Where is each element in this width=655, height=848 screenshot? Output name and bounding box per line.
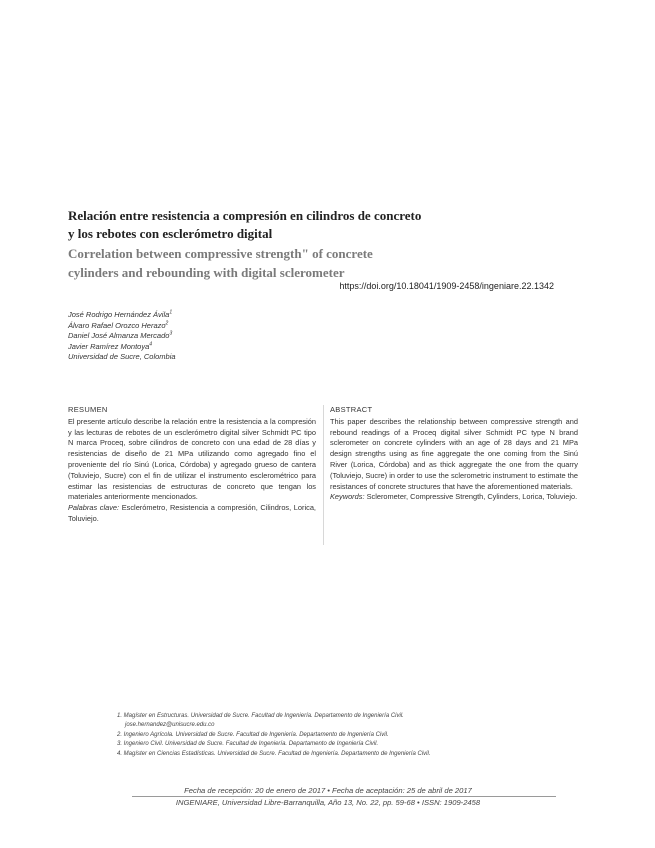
footnote-3: 3. Ingeniero Civil. Universidad de Sucre. Facultad de Ingeniería. Departamento de Ingeniería Civil.	[117, 741, 379, 748]
resumen-body: El presente artículo describe la relación entre la resistencia a la compresión y las lecturas de rebotes de un esclerómetro digital silver Schmidt PC tipo N marca Proceq, sobre cilindros de concreto con una edad de 28 días y resistencias de diseño de 21 MPa utilizando como agregado fino el proveniente del río Sinú (Lorica, Córdoba) y agregado grueso de cantera (Toluviejo, Sucre) con el fin de utilizar el instrumento esclerométrico para estimar las resistencias de estructuras de concreto que tengan los materiales anteriormente mencionados.	[68, 416, 316, 502]
author-mark: 2	[165, 320, 169, 326]
resumen-heading: RESUMEN	[68, 405, 108, 414]
footnote-1: 1. Magíster en Estructuras. Universidad de Sucre. Facultad de Ingeniería. Departamento de Ingeniería Civil.	[117, 713, 404, 719]
column-divider	[323, 405, 324, 545]
resumen-section	[68, 405, 316, 525]
author: Javier Ramírez Montoya$^4$	[68, 341, 153, 351]
title-spanish	[68, 207, 568, 243]
author: Daniel José Almanza Mercado$^3$	[68, 330, 173, 340]
journal-info: INGENIARE, Universidad Libre-Barranquilla, Año 13, No. 22, pp. 59-68 • ISSN: 1909-2458	[175, 798, 481, 807]
title-spanish-line-1: Relación entre resistencia a compresión en cilindros de concreto	[68, 208, 422, 223]
footnotes	[117, 712, 431, 759]
keywords-label: Palabras clave:	[68, 503, 120, 513]
reception-dates: Fecha de recepción: 20 de enero de 2017 • Fecha de aceptación: 25 de abril de 2017	[184, 786, 472, 795]
resumen-keywords	[68, 503, 316, 525]
keywords-label: Keywords:	[330, 492, 365, 502]
footnote-2: 2. Ingeniero Agrícola. Universidad de Sucre. Facultad de Ingeniería. Departamento de Ingeniería Civil.	[117, 731, 389, 738]
title-english	[68, 244, 568, 282]
abstract-body: This paper describes the relationship between compressive strength and rebound readings of a Proceq digital silver Schmidt PC type N brand sclerometer on concrete cylinders with an age of 28 days and 21 MPa design strengths using as fine aggregate the one coming from the Sinú River (Lorica, Córdoba) and as thick aggregate the one from the quarry (Toluviejo, Sucre) in order to use the sclerometric instrument to estimate the resistances of concrete structures that have the aforementioned materials.	[330, 416, 578, 491]
title-english-line-2: cylinders and rebounding with digital sclerometer	[68, 265, 345, 280]
keywords-text: Sclerometer, Compressive Strength, Cylinders, Lorica, Toluviejo.	[366, 492, 578, 502]
footnote-1-email[interactable]: jose.hernandez@unisucre.edu.co	[125, 722, 215, 729]
affiliation: Universidad de Sucre, Colombia	[68, 352, 176, 361]
abstract-heading: ABSTRACT	[330, 405, 373, 414]
keywords-text: Esclerómetro, Resistencia a compresión, Cilindros, Lorica, Toluviejo.	[68, 503, 316, 523]
footnote-4: 4. Magíster en Ciencias Estadísticas. Universidad de Sucre. Facultad de Ingeniería. Departamento de Ingeniería Civil.	[117, 750, 431, 757]
doi-link[interactable]: https://doi.org/10.18041/1909-2458/ingeniare.22.1342	[339, 281, 554, 291]
author-mark: 4	[149, 341, 153, 347]
author-list	[68, 310, 176, 363]
author-mark: 3	[169, 330, 173, 337]
footer-rule	[132, 796, 556, 797]
author-mark: 1	[169, 309, 173, 316]
abstract-keywords	[330, 492, 578, 503]
title-spanish-line-2: y los rebotes con esclerómetro digital	[68, 226, 273, 241]
author: José Rodrigo Hernández Ávila$^1$	[68, 309, 173, 319]
author: Álvaro Rafael Orozco Herazo$^2$	[68, 320, 169, 330]
title-english-line-1: Correlation between compressive strength" of concrete	[68, 246, 373, 261]
abstract-section	[330, 405, 578, 503]
